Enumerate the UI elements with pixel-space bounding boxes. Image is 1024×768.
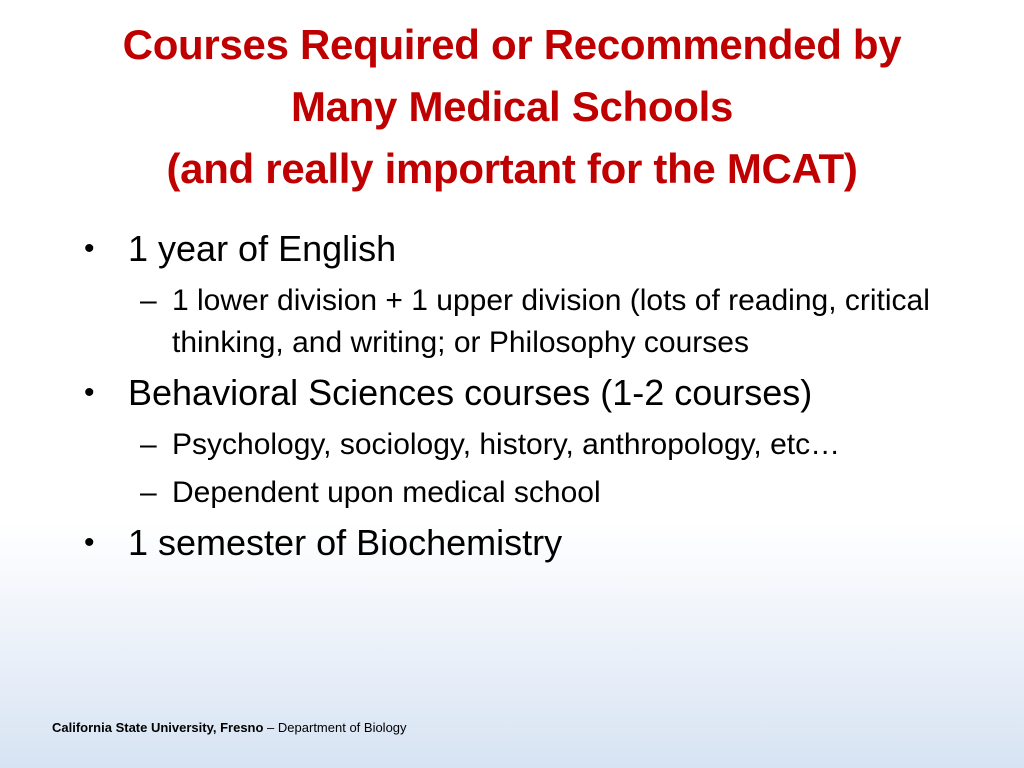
sub-bullet-behavioral-dependency (84, 472, 944, 514)
bullet-item-behavioral-sciences (84, 370, 944, 416)
bullet-list (84, 226, 944, 574)
bullet-icon: • (84, 526, 95, 559)
dash-icon: – (140, 428, 157, 461)
bullet-icon: • (84, 376, 95, 409)
sub-bullet-text: Psychology, sociology, history, anthropology, etc… (172, 428, 841, 461)
title-line-3: (and really important for the MCAT) (166, 145, 858, 192)
sub-bullet-english-detail (84, 280, 944, 364)
footer-institution: California State University, Fresno (52, 720, 264, 735)
dash-icon: – (140, 476, 157, 509)
bullet-text: Behavioral Sciences courses (1-2 courses) (128, 372, 813, 413)
bullet-icon: • (84, 232, 95, 265)
sub-bullet-text: Dependent upon medical school (172, 476, 601, 509)
bullet-item-biochemistry (84, 520, 944, 566)
title-line-1: Courses Required or Recommended by (122, 21, 902, 68)
sub-bullet-behavioral-examples (84, 424, 944, 466)
footer-department: Department of Biology (277, 720, 407, 735)
title-line-2: Many Medical Schools (290, 83, 734, 130)
dash-icon: – (140, 284, 157, 317)
sub-bullet-text: 1 lower division + 1 upper division (lots of reading, critical thinking, and writing; or Philosophy courses (172, 284, 930, 359)
footer-separator: – (263, 720, 278, 735)
slide-title (40, 14, 984, 200)
bullet-text: 1 year of English (128, 228, 397, 269)
bullet-item-english (84, 226, 944, 272)
footer (52, 720, 407, 735)
bullet-text: 1 semester of Biochemistry (128, 522, 563, 563)
